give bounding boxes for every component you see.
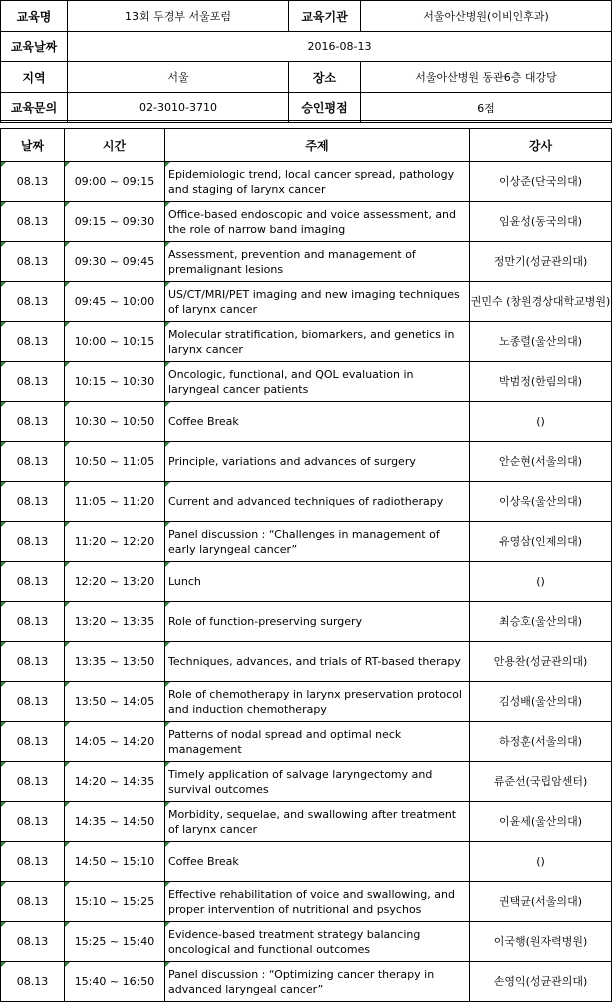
schedule-row <box>1 162 612 202</box>
row-speaker: 김성배(울산의대) <box>470 682 612 722</box>
row-speaker: 권민수 (창원경상대학교병원) <box>470 282 612 322</box>
row-time: 13:35 ~ 13:50 <box>65 642 165 682</box>
row-date: 08.13 <box>1 282 65 322</box>
row-speaker: () <box>470 402 612 442</box>
schedule-row <box>1 882 612 922</box>
row-time: 14:05 ~ 14:20 <box>65 722 165 762</box>
row-speaker: () <box>470 842 612 882</box>
info-row-name <box>1 1 612 32</box>
info-row-date <box>1 32 612 62</box>
row-time: 15:25 ~ 15:40 <box>65 922 165 962</box>
row-speaker: 권택균(서울의대) <box>470 882 612 922</box>
row-time: 09:30 ~ 09:45 <box>65 242 165 282</box>
row-date: 08.13 <box>1 562 65 602</box>
row-speaker: 노종렬(울산의대) <box>470 322 612 362</box>
row-time: 15:40 ~ 16:50 <box>65 962 165 1002</box>
schedule-row <box>1 242 612 282</box>
schedule-row <box>1 842 612 882</box>
course-date-value: 2016-08-13 <box>68 32 612 62</box>
row-topic: Coffee Break <box>165 842 470 882</box>
course-org-value: 서울아산병원(이비인후과) <box>361 1 612 32</box>
row-speaker: 이상준(단국의대) <box>470 162 612 202</box>
schedule-row <box>1 682 612 722</box>
row-time: 09:45 ~ 10:00 <box>65 282 165 322</box>
row-topic: Lunch <box>165 562 470 602</box>
section-divider <box>0 120 611 121</box>
row-speaker: 유영삼(인제의대) <box>470 522 612 562</box>
row-date: 08.13 <box>1 642 65 682</box>
row-time: 10:00 ~ 10:15 <box>65 322 165 362</box>
row-date: 08.13 <box>1 442 65 482</box>
schedule-body <box>1 162 612 1002</box>
schedule-row <box>1 482 612 522</box>
row-topic: Epidemiologic trend, local cancer spread, pathology and staging of larynx cancer <box>165 162 470 202</box>
schedule-row <box>1 602 612 642</box>
row-time: 13:50 ~ 14:05 <box>65 682 165 722</box>
schedule-row <box>1 562 612 602</box>
course-region-label: 지역 <box>1 62 68 93</box>
row-time: 11:20 ~ 12:20 <box>65 522 165 562</box>
row-topic: Role of chemotherapy in larynx preservation protocol and induction chemotherapy <box>165 682 470 722</box>
row-speaker: 이국행(원자력병원) <box>470 922 612 962</box>
row-speaker: 안순현(서울의대) <box>470 442 612 482</box>
schedule-header-row <box>1 129 612 162</box>
row-topic: Assessment, prevention and management of premalignant lesions <box>165 242 470 282</box>
schedule-row <box>1 802 612 842</box>
schedule-row <box>1 722 612 762</box>
row-date: 08.13 <box>1 162 65 202</box>
row-date: 08.13 <box>1 202 65 242</box>
schedule-row <box>1 642 612 682</box>
schedule-row <box>1 922 612 962</box>
row-time: 14:35 ~ 14:50 <box>65 802 165 842</box>
row-time: 09:15 ~ 09:30 <box>65 202 165 242</box>
course-name-label: 교육명 <box>1 1 68 32</box>
row-topic: Current and advanced techniques of radiotherapy <box>165 482 470 522</box>
schedule-row <box>1 962 612 1002</box>
row-time: 14:50 ~ 15:10 <box>65 842 165 882</box>
row-topic: Role of function-preserving surgery <box>165 602 470 642</box>
row-speaker: 이윤세(울산의대) <box>470 802 612 842</box>
row-topic: Morbidity, sequelae, and swallowing after treatment of larynx cancer <box>165 802 470 842</box>
row-time: 13:20 ~ 13:35 <box>65 602 165 642</box>
row-date: 08.13 <box>1 682 65 722</box>
row-time: 14:20 ~ 14:35 <box>65 762 165 802</box>
header-speaker: 강사 <box>470 129 612 162</box>
row-topic: Effective rehabilitation of voice and swallowing, and proper intervention of nutritional and psychos <box>165 882 470 922</box>
row-speaker: 박범정(한림의대) <box>470 362 612 402</box>
schedule-row <box>1 402 612 442</box>
row-speaker: 류준선(국립암센터) <box>470 762 612 802</box>
row-speaker: 손영익(성균관의대) <box>470 962 612 1002</box>
row-time: 15:10 ~ 15:25 <box>65 882 165 922</box>
row-speaker: 임윤성(동국의대) <box>470 202 612 242</box>
row-topic: Timely application of salvage laryngectomy and survival outcomes <box>165 762 470 802</box>
course-credit-label: 승인평점 <box>289 93 361 123</box>
course-credit-value: 6점 <box>361 93 612 123</box>
row-topic: Molecular stratification, biomarkers, and genetics in larynx cancer <box>165 322 470 362</box>
row-topic: Panel discussion : “Challenges in management of early laryngeal cancer” <box>165 522 470 562</box>
row-time: 10:30 ~ 10:50 <box>65 402 165 442</box>
row-date: 08.13 <box>1 522 65 562</box>
header-time: 시간 <box>65 129 165 162</box>
schedule-row <box>1 522 612 562</box>
row-date: 08.13 <box>1 722 65 762</box>
row-topic: Techniques, advances, and trials of RT-based therapy <box>165 642 470 682</box>
schedule-row <box>1 322 612 362</box>
row-date: 08.13 <box>1 602 65 642</box>
row-speaker: 하정훈(서울의대) <box>470 722 612 762</box>
row-date: 08.13 <box>1 802 65 842</box>
row-speaker: () <box>470 562 612 602</box>
schedule-row <box>1 202 612 242</box>
row-topic: Panel discussion : “Optimizing cancer therapy in advanced laryngeal cancer” <box>165 962 470 1002</box>
row-time: 12:20 ~ 13:20 <box>65 562 165 602</box>
row-topic: US/CT/MRI/PET imaging and new imaging techniques of larynx cancer <box>165 282 470 322</box>
course-org-label: 교육기관 <box>289 1 361 32</box>
course-place-value: 서울아산병원 동관6층 대강당 <box>361 62 612 93</box>
row-speaker: 이상욱(울산의대) <box>470 482 612 522</box>
row-date: 08.13 <box>1 962 65 1002</box>
row-time: 11:05 ~ 11:20 <box>65 482 165 522</box>
row-date: 08.13 <box>1 762 65 802</box>
row-time: 10:15 ~ 10:30 <box>65 362 165 402</box>
schedule-row <box>1 442 612 482</box>
course-place-label: 장소 <box>289 62 361 93</box>
row-date: 08.13 <box>1 402 65 442</box>
course-name-value: 13회 두경부 서울포럼 <box>68 1 289 32</box>
row-topic: Evidence-based treatment strategy balancing oncological and functional outcomes <box>165 922 470 962</box>
schedule-row <box>1 362 612 402</box>
course-contact-value: 02-3010-3710 <box>68 93 289 123</box>
row-date: 08.13 <box>1 482 65 522</box>
row-date: 08.13 <box>1 362 65 402</box>
row-speaker: 안용찬(성균관의대) <box>470 642 612 682</box>
row-topic: Coffee Break <box>165 402 470 442</box>
row-speaker: 정만기(성균관의대) <box>470 242 612 282</box>
row-topic: Principle, variations and advances of surgery <box>165 442 470 482</box>
course-contact-label: 교육문의 <box>1 93 68 123</box>
schedule-row <box>1 762 612 802</box>
row-date: 08.13 <box>1 882 65 922</box>
row-topic: Patterns of nodal spread and optimal neck management <box>165 722 470 762</box>
row-date: 08.13 <box>1 322 65 362</box>
header-topic: 주제 <box>165 129 470 162</box>
schedule-row <box>1 282 612 322</box>
row-speaker: 최승호(울산의대) <box>470 602 612 642</box>
schedule-table <box>0 128 612 1002</box>
info-row-region <box>1 62 612 93</box>
row-topic: Oncologic, functional, and QOL evaluation in laryngeal cancer patients <box>165 362 470 402</box>
row-date: 08.13 <box>1 242 65 282</box>
row-date: 08.13 <box>1 842 65 882</box>
course-info-table <box>0 0 612 123</box>
info-row-contact <box>1 93 612 123</box>
course-region-value: 서울 <box>68 62 289 93</box>
course-date-label: 교육날짜 <box>1 32 68 62</box>
row-topic: Office-based endoscopic and voice assessment, and the role of narrow band imaging <box>165 202 470 242</box>
row-time: 09:00 ~ 09:15 <box>65 162 165 202</box>
row-date: 08.13 <box>1 922 65 962</box>
row-time: 10:50 ~ 11:05 <box>65 442 165 482</box>
header-date: 날짜 <box>1 129 65 162</box>
